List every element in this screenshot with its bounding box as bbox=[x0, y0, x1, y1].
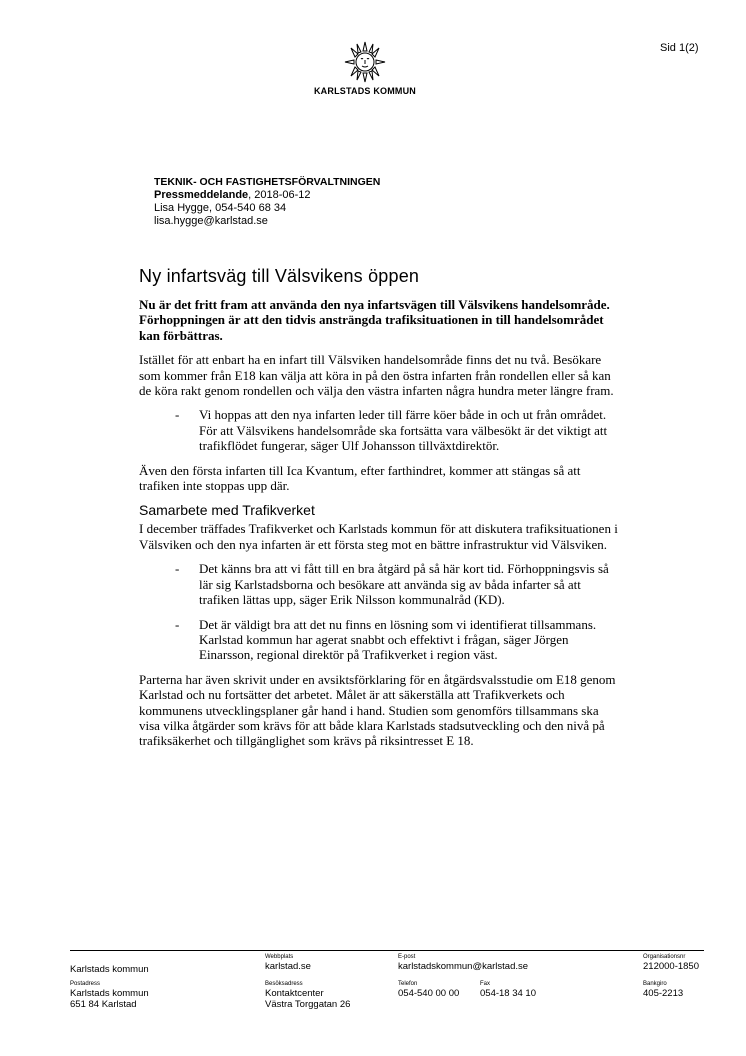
footer-web: karlstad.se bbox=[265, 961, 311, 972]
footer-orgnr: 212000-1850 bbox=[643, 961, 699, 972]
logo-text: KARLSTADS KOMMUN bbox=[313, 86, 417, 96]
article-body bbox=[139, 266, 619, 758]
contact-email: lisa.hygge@karlstad.se bbox=[154, 215, 268, 227]
footer-email: karlstadskommun@karlstad.se bbox=[398, 961, 529, 972]
paragraph: Även den första infarten till Ica Kvantum, efter farthindret, kommer att stängas så att trafiken inte stoppas upp där. bbox=[139, 462, 581, 494]
paragraph: I december träffades Trafikverket och Karlstads kommun för att diskutera trafiksituationen i Välsviken och den nya infarten är ett första steg mot en bättre infrastruktur vid Välsviken. bbox=[139, 521, 618, 552]
article-title: Ny infartsväg till Välsvikens öppen bbox=[139, 266, 420, 286]
footer-fax-label: Fax bbox=[480, 981, 491, 987]
footer-fax: 054-18 34 10 bbox=[480, 988, 536, 999]
footer-orgnr-label: Organisationsnr bbox=[643, 954, 686, 960]
logo bbox=[290, 40, 440, 96]
quote-item bbox=[175, 561, 619, 616]
footer-post-label: Postadress bbox=[70, 981, 101, 987]
quote-text: Vi hoppas att den nya infarten leder till färre köer både in och ut från området. För att Välsvikens handelsområde ska fortsätta vara välbesökt är det viktigt att trafikflödet fungerar, säger Ulf Johansson tillväxtdirektör. bbox=[199, 407, 608, 454]
quote-item bbox=[175, 617, 619, 672]
paragraph: Parterna har även skrivit under en avsiktsförklaring för en åtgärdsvalsstudie om E18 genom Karlstad och nu fortsätter det arbetet. Målet är att säkerställa att Trafikverkets och kommunens utvecklingsplaner går hand i hand. Studien som genomförs tillsammans ska visa vilka åtgärder som krävs för att både klara Karlstads stadsutveckling och den nivå på trafiksäkerhet och tillgänglighet som krävs på riksintresset E 18. bbox=[139, 671, 616, 749]
footer-visit-label: Besöksadress bbox=[265, 981, 303, 987]
dash-bullet: - bbox=[175, 407, 180, 423]
footer-visit-line1: Kontaktcenter bbox=[265, 988, 324, 999]
footer-phone: 054-540 00 00 bbox=[398, 988, 460, 999]
dash-bullet: - bbox=[175, 616, 180, 632]
footer-email-label: E-post bbox=[398, 954, 416, 960]
doc-type-line bbox=[154, 189, 380, 202]
paragraph: Istället för att enbart ha en infart till Välsviken handelsområde finns det nu två. Besökare som kommer från E18 kan välja att köra in på den östra infarten från rondellen eller så kan de köra rakt genom rondellen och välja den västra infarten några hundra meter längre fram. bbox=[139, 352, 614, 399]
lead-paragraph: Nu är det fritt fram att använda den nya infartsvägen till Välsvikens handelsområde. Förhoppningen är att den tidvis ansträngda trafiksituationen in till handelsområdet kan förbättras. bbox=[139, 297, 610, 343]
department: TEKNIK- OCH FASTIGHETSFÖRVALTNINGEN bbox=[154, 176, 381, 188]
quote-item bbox=[175, 407, 619, 462]
footer-bankgiro: 405-2213 bbox=[643, 988, 684, 999]
footer-bankgiro-label: Bankgiro bbox=[643, 981, 667, 987]
footer-post-line1: Karlstads kommun bbox=[70, 988, 149, 999]
doc-type: Pressmeddelande bbox=[154, 189, 249, 201]
sun-logo-icon bbox=[342, 40, 388, 84]
section-heading: Samarbete med Trafikverket bbox=[139, 502, 315, 519]
doc-date: , 2018-06-12 bbox=[248, 189, 311, 201]
page-number: Sid 1(2) bbox=[660, 42, 699, 54]
footer-web-label: Webbplats bbox=[265, 954, 294, 960]
contact-line: Lisa Hygge, 054-540 68 34 bbox=[154, 202, 287, 214]
quote-text: Det är väldigt bra att det nu finns en lösning som vi identifierat tillsammans. Karlstad kommun har agerat snabbt och effektivt i frågan, säger Jörgen Einarsson, regional direktör på Trafikverket i region väst. bbox=[199, 616, 597, 663]
footer-phone-label: Telefon bbox=[398, 981, 418, 987]
footer-org-name: Karlstads kommun bbox=[70, 964, 149, 975]
footer-visit-line2: Västra Torggatan 26 bbox=[265, 999, 351, 1010]
dash-bullet: - bbox=[175, 561, 180, 577]
sender-block bbox=[154, 176, 380, 228]
footer-post-line2: 651 84 Karlstad bbox=[70, 999, 137, 1010]
quote-text: Det känns bra att vi fått till en bra åtgärd på så här kort tid. Förhoppningsvis så lär sig Karlstadsborna och besökare att använda sig av båda infarter så att trafiken lättas upp, säger Erik Nilsson kommunalråd (KD). bbox=[199, 561, 609, 608]
footer bbox=[70, 950, 704, 1010]
